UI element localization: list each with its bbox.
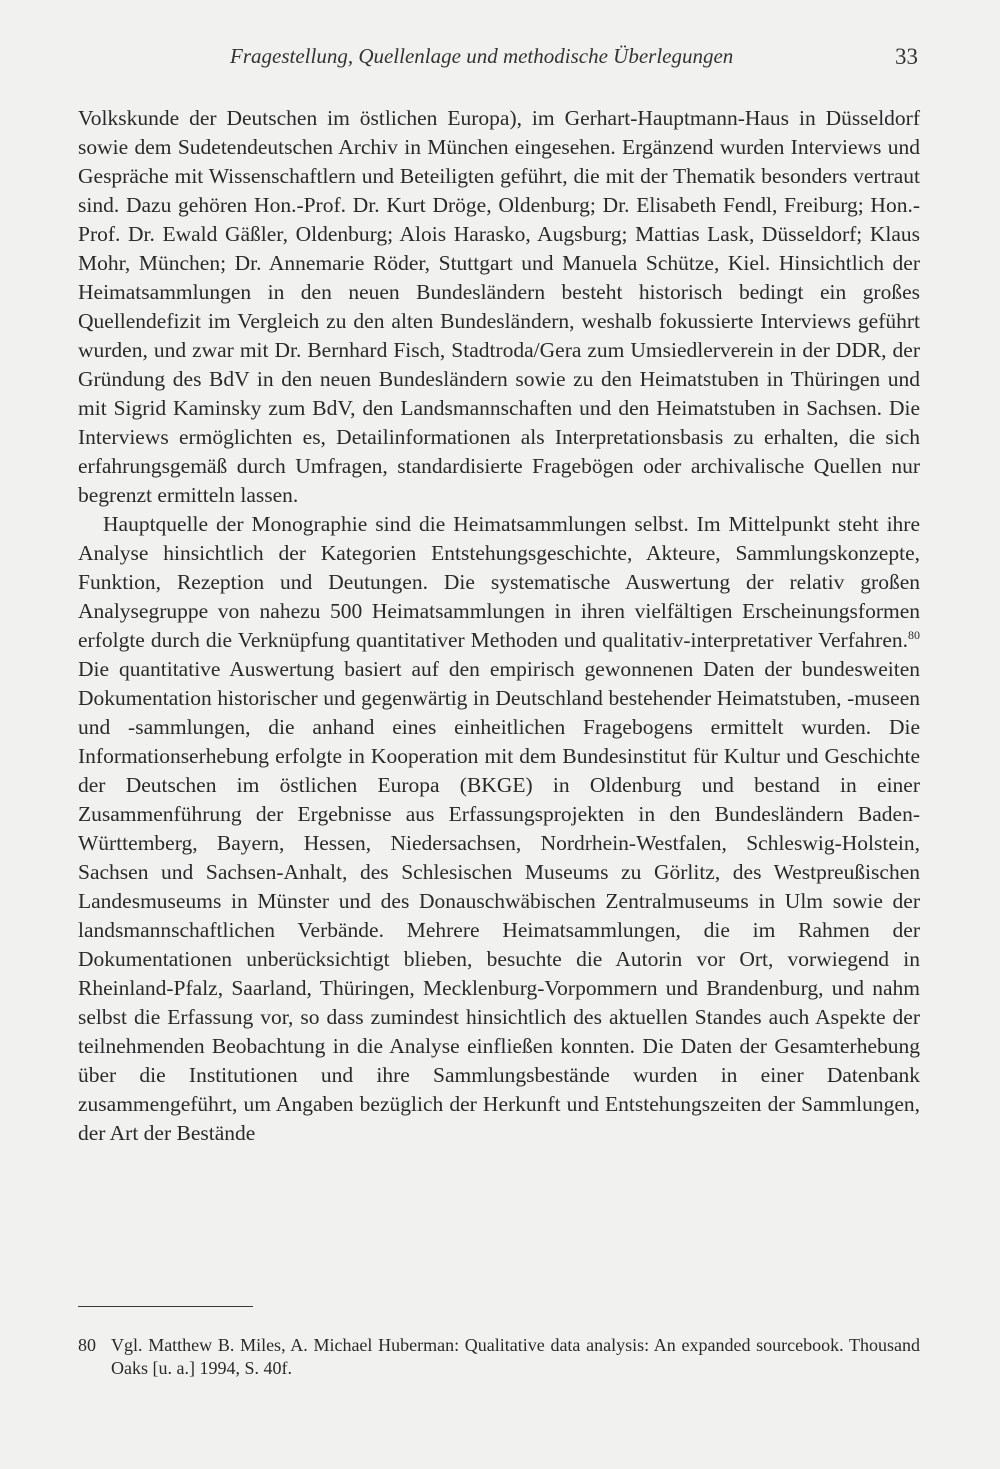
footnote-text: Vgl. Matthew B. Miles, A. Michael Huberman: Qualitative data analysis: An expanded sourcebook. Thousand Oaks [u. a.] 1994, S. 40f. bbox=[111, 1335, 920, 1378]
footnotes bbox=[78, 1334, 920, 1380]
paragraph-2-text-after-note: Die quantitative Auswertung basiert auf den empirisch gewonnenen Daten der bundesweiten Dokumentation historischer und gegenwärtig in Deutschland bestehender Heimatstuben, -museen und -sammlungen, die anhand eines einheitlichen Fragebogens ermittelt wurden. Die Informationserhebung erfolgte in Kooperation mit dem Bundesinstitut für Kultur und Geschichte der Deutschen im östlichen Europa (BKGE) in Oldenburg und bestand in einer Zusammenführung der Ergebnisse aus Erfassungsprojekten in den Bundesländern Baden-Württemberg, Bayern, Hessen, Niedersachsen, Nordrhein-Westfalen, Schleswig-Holstein, Sachsen und Sachsen-Anhalt, des Schlesischen Museums zu Görlitz, des Westpreußischen Landesmuseums in Münster und des Donauschwäbischen Zentralmuseums in Ulm sowie der landsmannschaftlichen Verbände. Mehrere Heimatsammlungen, die im Rahmen der Dokumentationen unberücksichtigt blieben, besuchte die Autorin vor Ort, vorwiegend in Rheinland-Pfalz, Saarland, Thüringen, Mecklenburg-Vorpommern und Brandenburg, und nahm selbst die Erfassung vor, so dass zumindest hinsichtlich des aktuellen Standes auch Aspekte der teilnehmenden Beobachtung in die Analyse einfließen konnten. Die Daten der Gesamterhebung über die Institutionen und ihre Sammlungsbestände wurden in einer Datenbank zusammengeführt, um Angaben bezüglich der Herkunft und Entstehungszeiten der Sammlungen, der Art der Bestände bbox=[78, 657, 920, 1145]
page-number: 33 bbox=[895, 44, 918, 69]
paragraph-2 bbox=[78, 510, 920, 1148]
running-head bbox=[78, 44, 920, 74]
running-title: Fragestellung, Quellenlage und methodische Überlegungen bbox=[230, 44, 734, 68]
main-text bbox=[78, 104, 920, 1148]
paragraph-1: Volkskunde der Deutschen im östlichen Europa), im Gerhart-Hauptmann-Haus in Düsseldorf sowie dem Sudetendeutschen Archiv in München eingesehen. Ergänzend wurden Interviews und Gespräche mit Wissenschaftlern und Beteiligten geführt, die mit der Thematik besonders vertraut sind. Dazu gehören Hon.-Prof. Dr. Kurt Dröge, Oldenburg; Dr. Elisabeth Fendl, Freiburg; Hon.-Prof. Dr. Ewald Gäßler, Oldenburg; Alois Harasko, Augsburg; Mattias Lask, Düsseldorf; Klaus Mohr, München; Dr. Annemarie Röder, Stuttgart und Manuela Schütze, Kiel. Hinsichtlich der Heimatsammlungen in den neuen Bundesländern besteht historisch bedingt ein großes Quellendefizit im Vergleich zu den alten Bundesländern, weshalb fokussierte Interviews geführt wurden, und zwar mit Dr. Bernhard Fisch, Stadtroda/Gera zum Umsiedlerverein in der DDR, der Gründung des BdV in den neuen Bundesländern sowie zu den Heimatstuben in Thüringen und mit Sigrid Kaminsky zum BdV, den Landsmannschaften und den Heimatstuben in Sachsen. Die Interviews ermöglichten es, Detailinformationen als Interpretationsbasis zu erhalten, die sich erfahrungsgemäß durch Umfragen, standardisierte Fragebögen oder archivalische Quellen nur begrenzt ermitteln lassen. bbox=[78, 106, 920, 507]
footnote-number: 80 bbox=[78, 1335, 96, 1355]
footnote-separator bbox=[78, 1306, 253, 1307]
footnote-80 bbox=[78, 1334, 920, 1380]
paragraph-2-text-before-note: Hauptquelle der Monographie sind die Heimatsammlungen selbst. Im Mittelpunkt steht ihre Analyse hinsichtlich der Kategorien Entstehungsgeschichte, Akteure, Sammlungskonzepte, Funktion, Rezeption und Deutungen. Die systematische Auswertung der relativ großen Analysegruppe von nahezu 500 Heimatsammlungen in ihren vielfältigen Erscheinungsformen erfolgte durch die Verknüpfung quantitativer Methoden und qualitativ-interpretativer Verfahren. bbox=[78, 512, 920, 652]
footnote-reference-80[interactable]: 80 bbox=[908, 628, 920, 642]
